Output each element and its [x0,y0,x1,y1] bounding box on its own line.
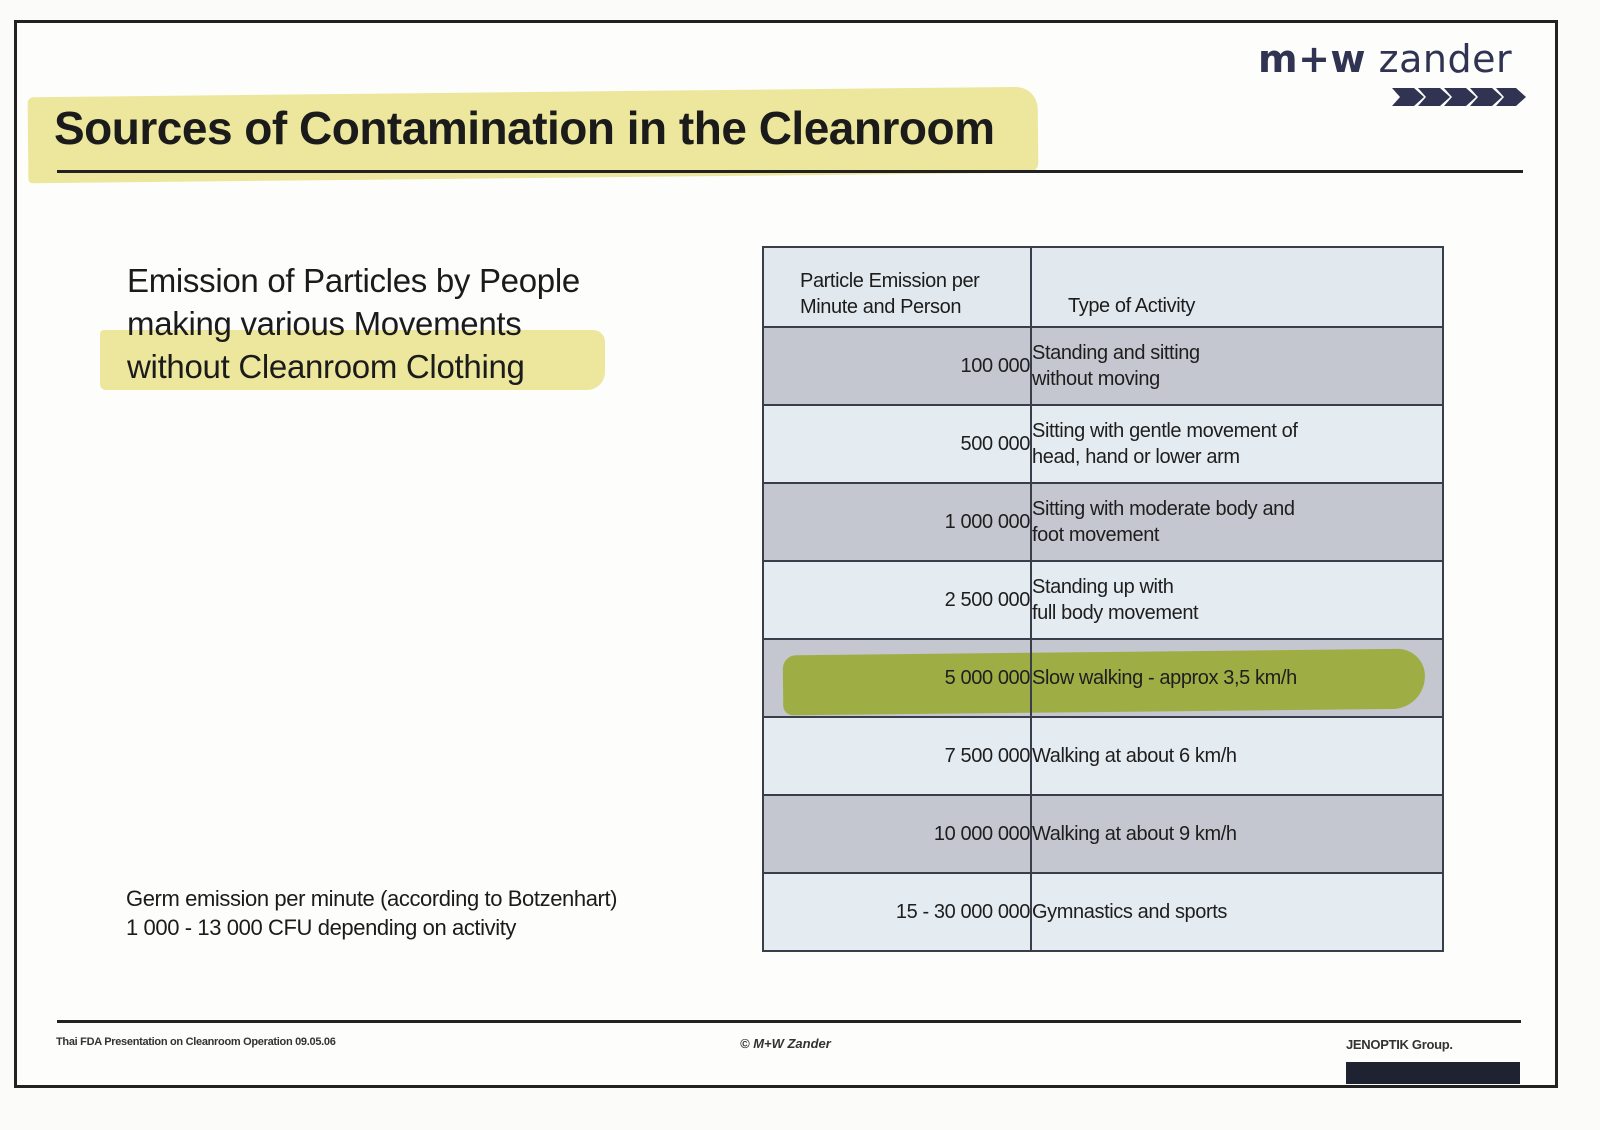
activity-description: Walking at about 9 km/h [1031,795,1443,873]
footer-copyright: © M+W Zander [740,1036,831,1051]
table-row [763,405,1443,483]
header-emission-line: Particle Emission per [800,270,980,292]
header-activity-type: Type of Activity [1031,247,1443,327]
footer-presentation-info: Thai FDA Presentation on Cleanroom Operation 09.05.06 [56,1036,336,1048]
germ-emission-note [126,884,617,942]
table-row-highlighted [763,639,1443,717]
particle-emission-table [762,246,1444,952]
subtitle-line: making various Movements [127,305,522,342]
activity-description: Slow walking - approx 3,5 km/h [1031,639,1443,717]
emission-value: 7 500 000 [763,717,1031,795]
table-row [763,483,1443,561]
germ-note-line: Germ emission per minute (according to Botzenhart) [126,886,618,911]
logo-mw-text: m+w [1258,37,1367,81]
emission-value: 500 000 [763,405,1031,483]
subtitle-line: Emission of Particles by People [127,262,580,299]
header-particle-emission [763,247,1031,327]
header-emission-line: Minute and Person [800,296,962,318]
activity-description: Standing and sitting without moving [1031,327,1443,405]
emission-value: 10 000 000 [763,795,1031,873]
footer-divider [57,1020,1521,1023]
footer-group-name: JENOPTIK Group. [1346,1037,1453,1052]
activity-description: Standing up with full body movement [1031,561,1443,639]
emission-value: 1 000 000 [763,483,1031,561]
activity-description: Walking at about 6 km/h [1031,717,1443,795]
activity-description: Sitting with moderate body and foot movement [1031,483,1443,561]
emission-value: 100 000 [763,327,1031,405]
title-divider [57,170,1523,173]
logo-zander-text: zander [1378,37,1513,81]
company-logo [1258,37,1513,81]
germ-note-line: 1 000 - 13 000 CFU depending on activity [126,915,517,940]
activity-description: Sitting with gentle movement of head, hand or lower arm [1031,405,1443,483]
logo-arrows-icon [1392,86,1528,108]
emission-value: 5 000 000 [763,639,1031,717]
section-subtitle [127,259,687,388]
table-row [763,327,1443,405]
activity-description: Gymnastics and sports [1031,873,1443,951]
page-title: Sources of Contamination in the Cleanroom [54,102,995,154]
table-row [763,873,1443,951]
emission-value: 15 - 30 000 000 [763,873,1031,951]
subtitle-line: without Cleanroom Clothing [127,348,525,385]
table-row [763,795,1443,873]
table-row [763,561,1443,639]
table-header-row [763,247,1443,327]
footer-dark-block [1346,1062,1520,1084]
emission-value: 2 500 000 [763,561,1031,639]
table-row [763,717,1443,795]
